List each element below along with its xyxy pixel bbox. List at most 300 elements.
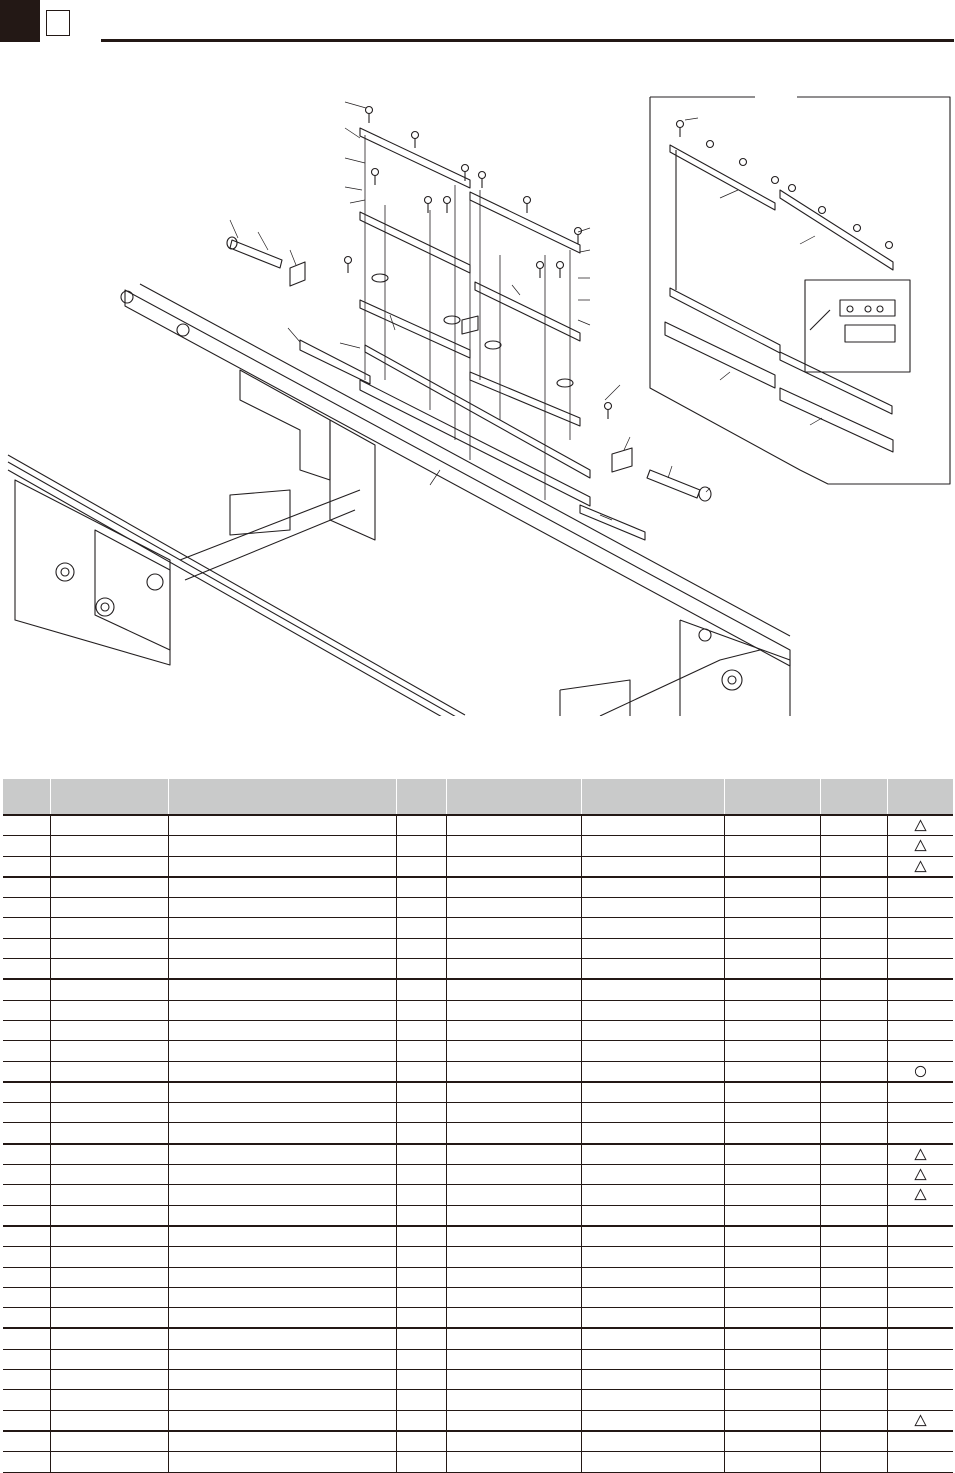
table-cell (724, 1349, 820, 1369)
table-row (3, 1103, 953, 1123)
table-cell (820, 1103, 887, 1123)
triangle-mark-icon (914, 1148, 927, 1161)
table-cell (724, 938, 820, 958)
table-row (3, 979, 953, 1000)
table-cell (820, 1205, 887, 1226)
table-cell (168, 1103, 396, 1123)
table-cell (396, 1205, 446, 1226)
table-row (3, 1452, 953, 1472)
table-cell (887, 898, 953, 918)
table-cell (820, 1370, 887, 1390)
table-cell (3, 1000, 50, 1020)
table-cell (581, 1287, 724, 1307)
table-row (3, 938, 953, 958)
table-cell (396, 1452, 446, 1472)
table-cell (887, 1370, 953, 1390)
table-cell (168, 1205, 396, 1226)
table-cell (3, 1308, 50, 1329)
table-cell (581, 1000, 724, 1020)
table-cell (724, 1165, 820, 1185)
table-cell (446, 938, 581, 958)
table-cell (446, 1431, 581, 1452)
table-cell (887, 1205, 953, 1226)
table-cell (887, 979, 953, 1000)
table-cell (446, 1041, 581, 1061)
table-cell (446, 1061, 581, 1082)
table-cell (50, 1144, 168, 1165)
table-cell (3, 1226, 50, 1247)
table-row (3, 1226, 953, 1247)
table-cell (820, 856, 887, 877)
table-cell (581, 815, 724, 836)
table-cell (446, 1165, 581, 1185)
table-row (3, 1308, 953, 1329)
table-row (3, 1123, 953, 1144)
table-cell (396, 1410, 446, 1431)
table-cell (581, 1452, 724, 1472)
column-header (168, 779, 396, 815)
table-row (3, 1247, 953, 1267)
table-cell (887, 1328, 953, 1349)
table-cell (581, 918, 724, 938)
table-cell (50, 1349, 168, 1369)
table-cell (887, 1041, 953, 1061)
table-row (3, 1020, 953, 1040)
table-cell (887, 1020, 953, 1040)
table-cell (50, 1370, 168, 1390)
column-header (396, 779, 446, 815)
table-cell (581, 1431, 724, 1452)
header-rule (101, 39, 954, 42)
table-cell (50, 918, 168, 938)
table-cell (724, 918, 820, 938)
table-row (3, 1390, 953, 1410)
table-cell (581, 1247, 724, 1267)
table-cell (3, 1103, 50, 1123)
table-cell (168, 815, 396, 836)
table-cell (168, 1349, 396, 1369)
table-cell (581, 1020, 724, 1040)
column-header (581, 779, 724, 815)
table-cell (168, 877, 396, 898)
table-cell (396, 918, 446, 938)
column-header (887, 779, 953, 815)
table-cell (50, 1452, 168, 1472)
table-cell (50, 815, 168, 836)
table-cell (724, 877, 820, 898)
table-cell (581, 877, 724, 898)
table-row (3, 856, 953, 877)
table-cell (168, 1390, 396, 1410)
table-cell (581, 1123, 724, 1144)
table-cell (3, 877, 50, 898)
table-cell (3, 836, 50, 856)
table-cell (50, 1328, 168, 1349)
table-cell (446, 877, 581, 898)
table-cell (887, 1103, 953, 1123)
table-cell (724, 1287, 820, 1307)
table-cell (820, 1287, 887, 1307)
table-cell (581, 1103, 724, 1123)
table-cell (820, 1267, 887, 1287)
table-cell (3, 898, 50, 918)
table-cell (446, 1103, 581, 1123)
table-cell (581, 959, 724, 980)
table-row (3, 1370, 953, 1390)
table-cell (50, 1000, 168, 1020)
table-cell (446, 1020, 581, 1040)
table-cell (396, 979, 446, 1000)
table-row (3, 1061, 953, 1082)
table-cell (724, 979, 820, 1000)
table-row (3, 959, 953, 980)
table-cell (887, 1082, 953, 1103)
table-cell (168, 898, 396, 918)
table-cell (820, 836, 887, 856)
table-cell (168, 1061, 396, 1082)
table-cell (446, 1247, 581, 1267)
triangle-mark-icon (914, 839, 927, 852)
table-cell (168, 1123, 396, 1144)
table-row (3, 1410, 953, 1431)
table-cell (3, 856, 50, 877)
table-cell (887, 1000, 953, 1020)
table-cell (396, 1308, 446, 1329)
table-cell (581, 1226, 724, 1247)
table-cell (887, 1267, 953, 1287)
table-cell (581, 1082, 724, 1103)
table-cell (724, 1020, 820, 1040)
column-header (3, 779, 50, 815)
table-cell (3, 1328, 50, 1349)
table-cell (396, 1247, 446, 1267)
table-cell (50, 1287, 168, 1307)
table-cell (446, 1349, 581, 1369)
table-cell (724, 1185, 820, 1205)
table-cell (581, 1061, 724, 1082)
table-cell (446, 1308, 581, 1329)
table-cell (50, 938, 168, 958)
table-cell (3, 1144, 50, 1165)
table-cell (3, 1205, 50, 1226)
table-row (3, 1165, 953, 1185)
table-cell (3, 1349, 50, 1369)
table-cell (446, 1370, 581, 1390)
table-cell (887, 1452, 953, 1472)
table-cell (820, 979, 887, 1000)
table-cell (446, 1144, 581, 1165)
table-cell (168, 1308, 396, 1329)
table-cell (3, 1247, 50, 1267)
table-row (3, 877, 953, 898)
table-cell (168, 938, 396, 958)
table-cell (50, 1165, 168, 1185)
table-cell (50, 898, 168, 918)
table-cell (820, 918, 887, 938)
table-row (3, 1000, 953, 1020)
table-cell (168, 1431, 396, 1452)
table-cell (820, 938, 887, 958)
table-cell (396, 938, 446, 958)
table-cell (50, 1390, 168, 1410)
table-cell (168, 1144, 396, 1165)
table-cell (887, 1144, 953, 1165)
table-cell (820, 1410, 887, 1431)
rail-frame (8, 284, 790, 716)
table-cell (724, 836, 820, 856)
table-cell (396, 1144, 446, 1165)
table-cell (168, 1328, 396, 1349)
table-cell (446, 1287, 581, 1307)
table-cell (887, 1410, 953, 1431)
table-cell (50, 1410, 168, 1431)
table-cell (887, 815, 953, 836)
table-cell (446, 1452, 581, 1472)
table-cell (820, 1144, 887, 1165)
table-cell (887, 1061, 953, 1082)
triangle-mark-icon (914, 819, 927, 832)
table-cell (446, 898, 581, 918)
table-cell (3, 938, 50, 958)
assembly-lines (365, 135, 570, 500)
parts-table (3, 779, 953, 1473)
table-cell (887, 938, 953, 958)
triangle-mark-icon (914, 1188, 927, 1201)
table-cell (446, 1267, 581, 1287)
table-cell (446, 959, 581, 980)
table-cell (581, 938, 724, 958)
table-cell (446, 1123, 581, 1144)
table-cell (3, 1410, 50, 1431)
table-cell (446, 1082, 581, 1103)
table-cell (50, 959, 168, 980)
table-row (3, 1144, 953, 1165)
table-cell (3, 1287, 50, 1307)
table-cell (396, 877, 446, 898)
table-cell (168, 1185, 396, 1205)
table-cell (3, 1431, 50, 1452)
table-row (3, 1349, 953, 1369)
table-cell (820, 815, 887, 836)
table-cell (396, 1165, 446, 1185)
table-cell (168, 1287, 396, 1307)
table-cell (3, 1165, 50, 1185)
table-cell (3, 1082, 50, 1103)
table-cell (887, 1390, 953, 1410)
column-header (446, 779, 581, 815)
table-cell (50, 856, 168, 877)
table-row (3, 1328, 953, 1349)
parts-table-body (3, 815, 953, 1472)
table-cell (168, 1247, 396, 1267)
table-cell (396, 1020, 446, 1040)
table-cell (396, 1041, 446, 1061)
table-cell (50, 1061, 168, 1082)
table-cell (396, 836, 446, 856)
table-cell (724, 815, 820, 836)
triangle-mark-icon (914, 1168, 927, 1181)
table-cell (820, 898, 887, 918)
table-row (3, 1287, 953, 1307)
table-cell (168, 918, 396, 938)
table-cell (724, 1390, 820, 1410)
table-cell (887, 959, 953, 980)
table-cell (581, 836, 724, 856)
table-cell (446, 815, 581, 836)
table-cell (581, 1267, 724, 1287)
table-cell (446, 1226, 581, 1247)
table-cell (3, 1123, 50, 1144)
table-cell (50, 1103, 168, 1123)
table-cell (581, 1041, 724, 1061)
table-row (3, 1205, 953, 1226)
table-cell (168, 1410, 396, 1431)
table-header-row (3, 779, 953, 815)
table-row (3, 1041, 953, 1061)
table-cell (724, 1082, 820, 1103)
table-cell (887, 1247, 953, 1267)
table-cell (168, 1165, 396, 1185)
table-cell (581, 979, 724, 1000)
table-cell (887, 1226, 953, 1247)
table-row (3, 1082, 953, 1103)
table-cell (3, 918, 50, 938)
table-cell (887, 1165, 953, 1185)
table-cell (3, 1267, 50, 1287)
table-cell (887, 1431, 953, 1452)
table-cell (168, 856, 396, 877)
table-cell (887, 856, 953, 877)
table-row (3, 1185, 953, 1205)
table-row (3, 898, 953, 918)
table-cell (887, 877, 953, 898)
table-cell (396, 856, 446, 877)
table-cell (3, 1185, 50, 1205)
table-cell (724, 959, 820, 980)
table-cell (581, 1308, 724, 1329)
table-cell (446, 1000, 581, 1020)
section-box (46, 10, 70, 36)
column-header (820, 779, 887, 815)
table-cell (724, 1061, 820, 1082)
table-cell (446, 1328, 581, 1349)
chapter-tab (0, 0, 40, 42)
table-cell (581, 1165, 724, 1185)
table-row (3, 1431, 953, 1452)
table-cell (3, 1390, 50, 1410)
table-cell (724, 1205, 820, 1226)
table-cell (581, 1390, 724, 1410)
table-cell (396, 1185, 446, 1205)
table-cell (887, 1123, 953, 1144)
table-cell (581, 856, 724, 877)
table-cell (3, 1370, 50, 1390)
table-cell (50, 1431, 168, 1452)
circle-mark-icon (914, 1065, 927, 1078)
table-cell (724, 1308, 820, 1329)
table-cell (396, 1390, 446, 1410)
table-cell (168, 1452, 396, 1472)
table-cell (724, 1144, 820, 1165)
table-cell (396, 1267, 446, 1287)
table-cell (820, 1390, 887, 1410)
table-cell (446, 1410, 581, 1431)
table-cell (820, 1061, 887, 1082)
table-cell (724, 1452, 820, 1472)
table-cell (724, 1041, 820, 1061)
table-cell (50, 1205, 168, 1226)
table-cell (581, 1410, 724, 1431)
table-cell (50, 1308, 168, 1329)
table-row (3, 836, 953, 856)
table-cell (724, 1123, 820, 1144)
table-cell (50, 1123, 168, 1144)
exploded-assembly-diagram (0, 90, 955, 716)
table-cell (168, 1020, 396, 1040)
table-cell (820, 1308, 887, 1329)
table-cell (724, 898, 820, 918)
table-cell (3, 979, 50, 1000)
table-cell (396, 1349, 446, 1369)
column-header (50, 779, 168, 815)
table-cell (820, 1165, 887, 1185)
table-cell (820, 1041, 887, 1061)
table-cell (820, 1349, 887, 1369)
table-row (3, 918, 953, 938)
table-cell (50, 1082, 168, 1103)
table-cell (887, 1185, 953, 1205)
table-row (3, 815, 953, 836)
table-cell (724, 1226, 820, 1247)
table-cell (50, 877, 168, 898)
table-cell (396, 1061, 446, 1082)
table-cell (887, 1287, 953, 1307)
table-cell (724, 1431, 820, 1452)
table-cell (396, 1226, 446, 1247)
table-cell (168, 1267, 396, 1287)
triangle-mark-icon (914, 860, 927, 873)
table-cell (50, 1185, 168, 1205)
table-cell (581, 1328, 724, 1349)
table-cell (887, 836, 953, 856)
table-cell (3, 1020, 50, 1040)
table-cell (396, 1328, 446, 1349)
table-cell (446, 856, 581, 877)
table-cell (50, 1226, 168, 1247)
table-cell (581, 1370, 724, 1390)
table-cell (168, 1370, 396, 1390)
table-cell (724, 856, 820, 877)
table-cell (820, 1000, 887, 1020)
table-cell (396, 815, 446, 836)
table-cell (50, 1267, 168, 1287)
table-cell (581, 1205, 724, 1226)
table-cell (581, 898, 724, 918)
table-cell (820, 1082, 887, 1103)
table-cell (3, 1061, 50, 1082)
table-cell (168, 1082, 396, 1103)
table-cell (820, 877, 887, 898)
table-cell (446, 1185, 581, 1205)
table-cell (581, 1349, 724, 1369)
table-cell (168, 1041, 396, 1061)
table-cell (887, 918, 953, 938)
table-cell (396, 1123, 446, 1144)
table-cell (168, 959, 396, 980)
table-cell (50, 836, 168, 856)
table-cell (820, 1247, 887, 1267)
table-cell (446, 1205, 581, 1226)
